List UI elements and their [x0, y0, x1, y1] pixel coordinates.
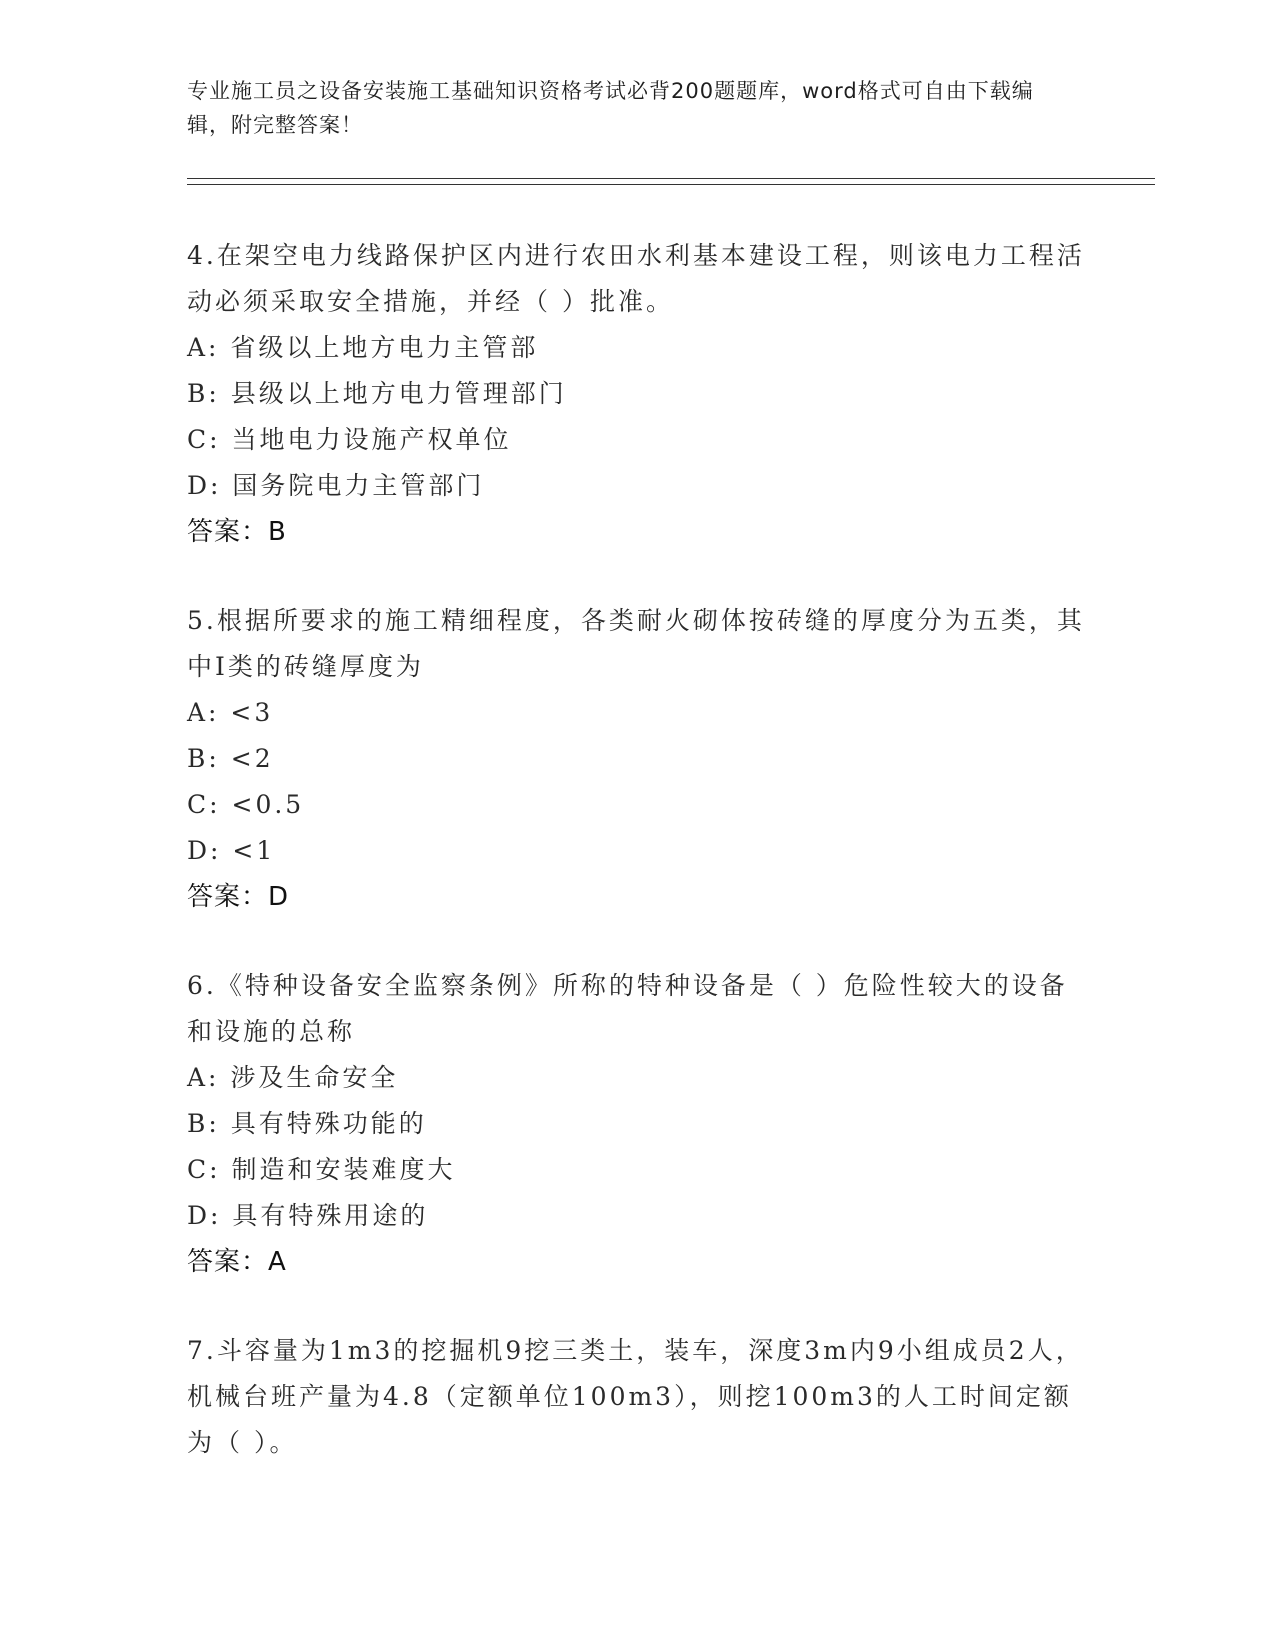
- option-d: D: 国务院电力主管部门: [187, 471, 485, 500]
- option-c: C: 制造和安装难度大: [187, 1155, 456, 1184]
- option-b: B: 具有特殊功能的: [187, 1109, 427, 1138]
- option-b: B: 县级以上地方电力管理部门: [187, 379, 567, 408]
- answer-line: 答案：D: [187, 882, 290, 912]
- question-text: 4.在架空电力线路保护区内进行农田水利基本建设工程，则该电力工程活动必须采取安全措施，并经（ ）批准。: [187, 241, 1085, 316]
- question-4: [187, 233, 1087, 555]
- answer-line: 答案：A: [187, 1247, 287, 1277]
- question-text: 5.根据所要求的施工精细程度，各类耐火砌体按砖缝的厚度分为五类，其中Ⅰ类的砖缝厚度为: [187, 606, 1085, 681]
- option-c: C: <0.5: [187, 790, 305, 819]
- option-c: C: 当地电力设施产权单位: [187, 425, 512, 454]
- question-5: [187, 598, 1087, 920]
- option-a: A: <3: [187, 698, 274, 727]
- option-a: A: 涉及生命安全: [187, 1063, 399, 1092]
- header-divider-top: [187, 178, 1155, 179]
- option-d: D: 具有特殊用途的: [187, 1201, 429, 1230]
- option-a: A: 省级以上地方电力主管部: [187, 333, 539, 362]
- question-6: [187, 963, 1087, 1285]
- question-text: 6.《特种设备安全监察条例》所称的特种设备是（ ）危险性较大的设备和设施的总称: [187, 971, 1068, 1046]
- header-divider-bottom: [187, 184, 1155, 185]
- option-d: D: <1: [187, 836, 276, 865]
- question-text: 7.斗容量为1m3的挖掘机9挖三类土，装车，深度3m内9小组成员2人，机械台班产量为4.8（定额单位100m3），则挖100m3的人工时间定额为（ ）。: [187, 1336, 1084, 1457]
- question-7: [187, 1328, 1087, 1466]
- document-header: 专业施工员之设备安装施工基础知识资格考试必背200题题库，word格式可自由下载编辑，附完整答案！: [187, 79, 1034, 137]
- answer-line: 答案：B: [187, 517, 287, 547]
- option-b: B: <2: [187, 744, 274, 773]
